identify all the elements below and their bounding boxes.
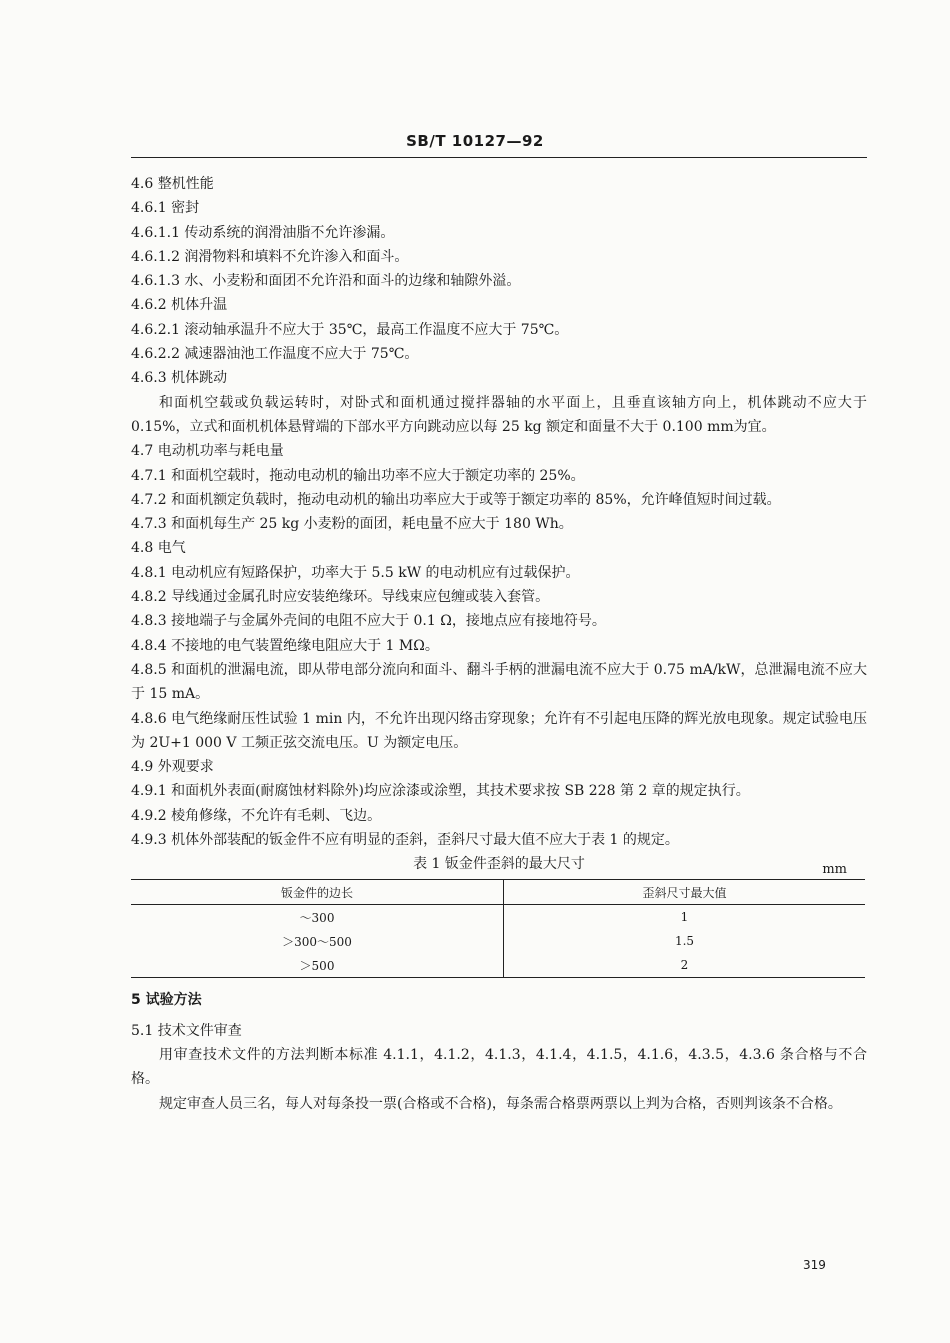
document-header: SB/T 10127—92 [406,132,544,150]
clause-4-9-3: 4.9.3 机体外部装配的钣金件不应有明显的歪斜，歪斜尺寸最大值不应大于表 1 的规定。 [131,832,679,849]
clause-4-6-2: 4.6.2 机体升温 [131,297,228,314]
clause-4-6-1-1: 4.6.1.1 传动系统的润滑油脂不允许渗漏。 [131,224,395,241]
table-1-caption [131,852,867,876]
clause-4-6-1-2: 4.6.1.2 润滑物料和填料不允许渗入和面斗。 [131,248,409,265]
clause-4-7: 4.7 电动机功率与耗电量 [131,443,284,460]
clause-4-8-2: 4.8.2 导线通过金属孔时应安装绝缘环。导线束应包缠或装入套管。 [131,589,550,606]
clause-4-9: 4.9 外观要求 [131,759,214,776]
clause-4-6-1: 4.6.1 密封 [131,200,200,217]
clause-5-1-para-2: 规定审查人员三名，每人对每条投一票(合格或不合格)，每条需合格票两票以上判为合格，否则判该条不合格。 [159,1095,842,1112]
header-rule [131,157,867,158]
clause-4-7-1: 4.7.1 和面机空载时，拖动电动机的输出功率不应大于额定功率的 25%。 [131,467,585,484]
page-number: 319 [803,1258,826,1272]
section-5-heading: 5 试验方法 [131,992,202,1009]
table-row [131,929,865,953]
clause-4-8-4: 4.8.4 不接地的电气装置绝缘电阻应大于 1 MΩ。 [131,637,439,654]
clause-4-8-1: 4.8.1 电动机应有短路保护，功率大于 5.5 kW 的电动机应有过载保护。 [131,564,580,581]
clause-4-8-3: 4.8.3 接地端子与金属外壳间的电阻不应大于 0.1 Ω，接地点应有接地符号。 [131,613,606,630]
column-header-max-skew: 歪斜尺寸最大值 [504,880,866,905]
table-1 [131,879,865,978]
table-cell: ～300 [131,905,504,930]
table-header-row [131,880,865,905]
table-cell: ＞300～500 [131,929,504,953]
clause-4-9-2: 4.9.2 棱角修缘，不允许有毛刺、飞边。 [131,807,382,824]
table-cell: 1 [680,910,689,925]
table-row [131,953,865,978]
clause-4-6-2-1: 4.6.2.1 滚动轴承温升不应大于 35℃，最高工作温度不应大于 75℃。 [131,321,569,338]
table-row [131,905,865,930]
clause-4-6-3-text: 和面机空载或负载运转时，对卧式和面机通过搅拌器轴的水平面上，且垂直该轴方向上，机体跳动不应大于 0.15%，立式和面机机体悬臂端的下部水平方向跳动应以每 25 kg 额定和面量不大于 0.100 mm为宜。 [131,394,867,435]
column-header-edge-length: 钣金件的边长 [131,880,504,905]
clause-4-7-3: 4.7.3 和面机每生产 25 kg 小麦粉的面团，耗电量不应大于 180 Wh。 [131,516,573,533]
clause-4-7-2: 4.7.2 和面机额定负载时，拖动电动机的输出功率应大于或等于额定功率的 85%，允许峰值短时间过载。 [131,491,781,508]
clause-5-1: 5.1 技术文件审查 [131,1022,242,1039]
table-cell: 1.5 [674,934,695,949]
clause-4-6-1-3: 4.6.1.3 水、小麦粉和面团不允许沿和面斗的边缘和轴隙外溢。 [131,273,521,290]
clause-4-6-3: 4.6.3 机体跳动 [131,370,228,387]
clause-4-9-1: 4.9.1 和面机外表面(耐腐蚀材料除外)均应涂漆或涂塑，其技术要求按 SB 228 第 2 章的规定执行。 [131,783,750,800]
clause-4-6: 4.6 整机性能 [131,176,214,192]
clause-4-8-6: 4.8.6 电气绝缘耐压性试验 1 min 内，不允许出现闪络击穿现象；允许有不引起电压降的辉光放电现象。规定试验电压为 2U+1 000 V 工频正弦交流电压。U 为额定电压。 [131,710,867,751]
table-cell: 2 [504,953,866,978]
clause-5-1-para-1: 用审查技术文件的方法判断本标准 4.1.1，4.1.2，4.1.3，4.1.4，4.1.5，4.1.6，4.3.5，4.3.6 条合格与不合格。 [131,1046,867,1088]
table-1-unit: mm [822,862,847,878]
page-content [131,172,867,1116]
clause-4-6-2-2: 4.6.2.2 减速器油池工作温度不应大于 75℃。 [131,346,419,363]
table-1-title: 表 1 钣金件歪斜的最大尺寸 [413,856,585,873]
clause-4-8-5: 4.8.5 和面机的泄漏电流，即从带电部分流向和面斗、翻斗手柄的泄漏电流不应大于 0.75 mA/kW，总泄漏电流不应大于 15 mA。 [131,661,867,703]
table-cell: ＞500 [131,953,504,978]
clause-4-8: 4.8 电气 [131,540,186,557]
